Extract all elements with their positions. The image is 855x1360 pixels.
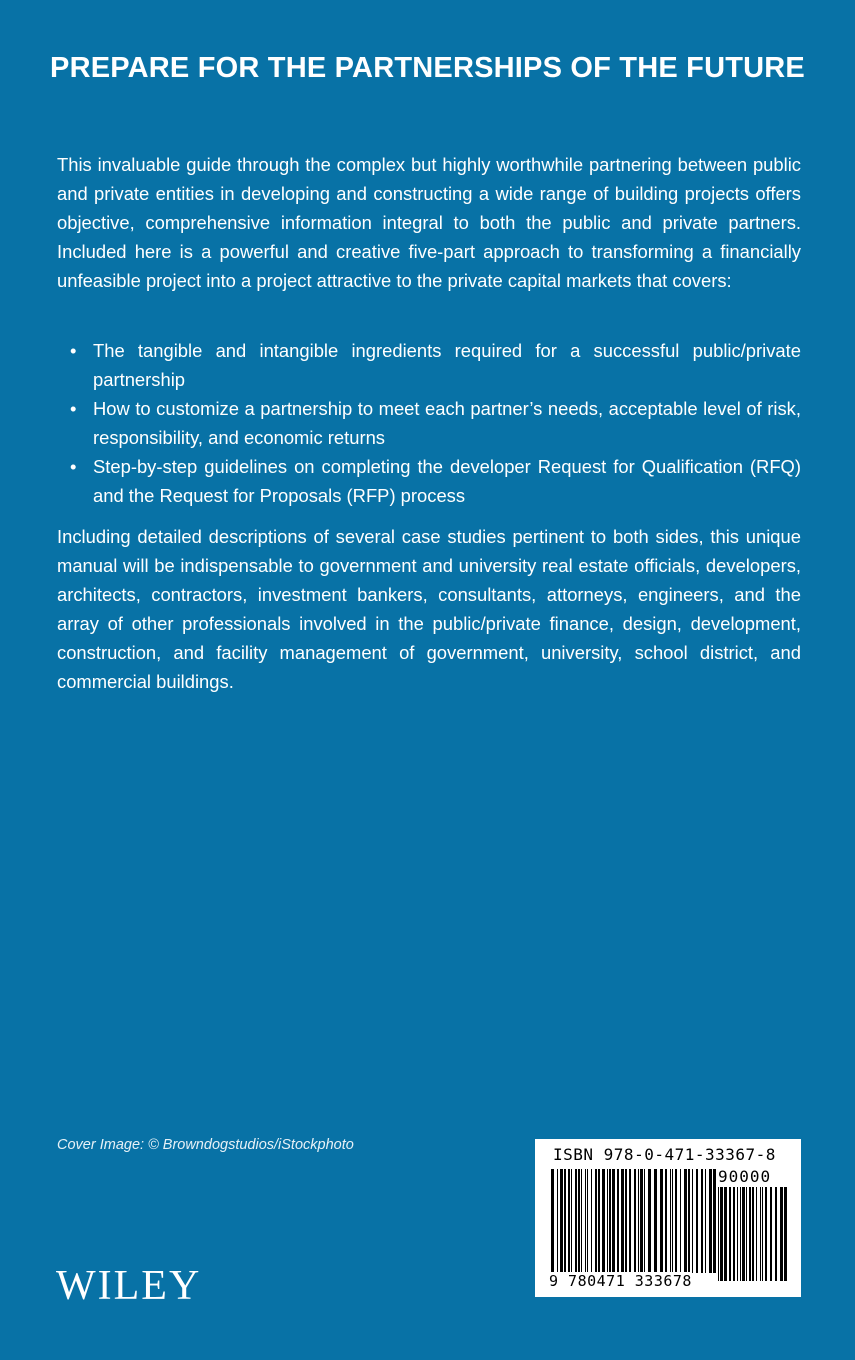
intro-paragraph: This invaluable guide through the complex but highly worthwhile partnering between public and private entities in developing and constructing a wide range of building projects offers objective, comprehensive information integral to both the public and private partners. Included here is a powerful and creative five-part approach to transforming a financially unfeasible project into a project attractive to the private capital markets that covers:	[57, 154, 801, 291]
list-item	[57, 336, 801, 394]
bullet-icon: •	[70, 398, 77, 419]
closing-paragraph: Including detailed descriptions of several case studies pertinent to both sides, this unique manual will be indispensable to government and university real estate officials, developers, architects, contractors, investment bankers, consultants, attorneys, engineers, and the array of other professionals involved in the public/private finance, design, development, construction, and facility management of government, university, school district, and commercial buildings.	[57, 526, 801, 692]
barcode-bar	[557, 1169, 558, 1273]
list-item-text: Step-by-step guidelines on completing the developer Request for Qualification (RFQ) and the Request for Proposals (RFP) process	[93, 456, 801, 506]
barcode-bar	[660, 1169, 663, 1273]
barcode-bar	[571, 1169, 572, 1273]
barcode-bar	[720, 1187, 723, 1281]
bullet-icon: •	[70, 340, 77, 361]
barcode-bar	[756, 1187, 757, 1281]
barcode-bar	[740, 1187, 741, 1281]
barcode-bar	[665, 1169, 667, 1273]
barcode-bar	[640, 1169, 643, 1273]
barcode-bar	[591, 1169, 592, 1273]
barcode-bar	[648, 1169, 651, 1273]
barcode-bar	[654, 1169, 657, 1273]
list-item-text: The tangible and intangible ingredients required for a successful public/private partnership	[93, 340, 801, 390]
barcode-bars	[551, 1169, 717, 1281]
barcode-bar	[692, 1169, 693, 1273]
barcode-bar	[737, 1187, 738, 1281]
cover-image-credit: Cover Image: © Browndogstudios/iStockphoto	[57, 1137, 354, 1153]
barcode-addon-bars	[718, 1187, 788, 1281]
barcode-bar	[638, 1169, 639, 1273]
barcode-bar	[585, 1169, 586, 1273]
barcode-bar	[564, 1169, 566, 1273]
barcode-bar	[607, 1169, 608, 1273]
barcode-bar	[581, 1169, 582, 1273]
barcode-bar	[775, 1187, 777, 1281]
barcode-bar	[752, 1187, 754, 1281]
barcode-bar	[749, 1187, 751, 1281]
barcode-bar	[634, 1169, 636, 1273]
list-item	[57, 394, 801, 452]
feature-list	[57, 336, 801, 510]
barcode-bar	[602, 1169, 605, 1273]
barcode-bar	[578, 1169, 580, 1273]
barcode-bar	[672, 1169, 673, 1273]
barcode-bar	[705, 1169, 706, 1273]
barcode-bar	[718, 1187, 719, 1281]
barcode-number: 9 780471 333678	[549, 1272, 692, 1290]
barcode-bar	[784, 1187, 787, 1281]
barcode-bar	[724, 1187, 727, 1281]
barcode-bar	[609, 1169, 611, 1273]
back-cover-heading: PREPARE FOR THE PARTNERSHIPS OF THE FUTURE	[50, 52, 805, 84]
barcode-bar	[629, 1169, 631, 1273]
barcode-bar	[644, 1169, 645, 1273]
barcode-bar	[625, 1169, 627, 1273]
barcode-bar	[612, 1169, 615, 1273]
barcode-bar	[696, 1169, 698, 1273]
barcode-bar	[680, 1169, 681, 1273]
barcode-bar	[770, 1187, 772, 1281]
isbn-barcode	[535, 1139, 801, 1297]
barcode-bar	[684, 1169, 687, 1273]
publisher-logo: WILEY	[56, 1263, 202, 1309]
isbn-text: ISBN 978-0-471-33367-8	[553, 1145, 776, 1164]
barcode-bar	[670, 1169, 671, 1273]
barcode-bar	[713, 1169, 716, 1273]
price-code: 90000	[718, 1167, 772, 1186]
barcode-bar	[701, 1169, 703, 1273]
barcode-bar	[675, 1169, 677, 1273]
barcode-bar	[575, 1169, 577, 1273]
barcode-bar	[551, 1169, 554, 1273]
barcode-bar	[560, 1169, 563, 1273]
barcode-bar	[598, 1169, 600, 1273]
barcode-bar	[568, 1169, 570, 1273]
barcode-bar	[780, 1187, 783, 1281]
barcode-bar	[762, 1187, 763, 1281]
list-item-text: How to customize a partnership to meet each partner’s needs, acceptable level of risk, responsibility, and economic returns	[93, 398, 801, 448]
bullet-icon: •	[70, 456, 77, 477]
list-item	[57, 452, 801, 510]
barcode-bar	[733, 1187, 735, 1281]
barcode-bar	[617, 1169, 619, 1273]
barcode-bar	[765, 1187, 767, 1281]
barcode-bar	[688, 1169, 690, 1273]
barcode-bar	[621, 1169, 624, 1273]
barcode-bar	[746, 1187, 747, 1281]
barcode-bar	[595, 1169, 597, 1273]
barcode-bar	[709, 1169, 712, 1273]
barcode-bar	[742, 1187, 745, 1281]
barcode-bar	[760, 1187, 761, 1281]
barcode-bar	[587, 1169, 588, 1273]
barcode-bar	[729, 1187, 731, 1281]
